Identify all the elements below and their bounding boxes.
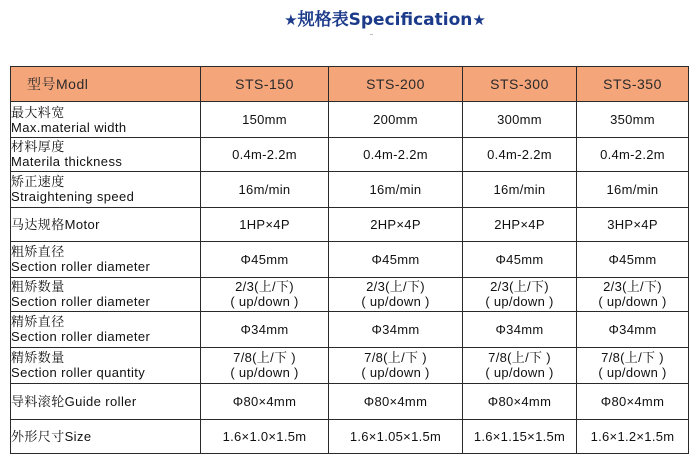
- cell-text: ( up/down ): [361, 294, 430, 310]
- row-label: [11, 347, 201, 383]
- cell-text: 1.6×1.15×1.5m: [473, 429, 566, 445]
- table-cell: [463, 311, 577, 347]
- cell-text: 0.4m-2.2m: [487, 146, 552, 162]
- cell-text: 0.4m-2.2m: [600, 146, 665, 162]
- cell-text: ( up/down ): [230, 365, 299, 381]
- table-cell: [329, 347, 463, 383]
- cell-text: 2HP×4P: [370, 216, 421, 232]
- row-label: [11, 311, 201, 347]
- row-label-primary: 粗矫直径: [11, 244, 65, 260]
- table-cell: [463, 171, 577, 207]
- cell-text: ( up/down ): [230, 294, 299, 310]
- table-row: [11, 420, 689, 454]
- cell-text: 7/8(上/下 ): [601, 350, 664, 366]
- table-cell: [577, 241, 689, 277]
- row-label-primary: 粗矫数量: [11, 279, 65, 295]
- row-label: [11, 420, 201, 454]
- cell-text: Φ34mm: [240, 321, 289, 337]
- table-cell: [329, 277, 463, 311]
- cell-text: ( up/down ): [485, 294, 554, 310]
- table-row: [11, 311, 689, 347]
- table-cell: [577, 420, 689, 454]
- row-label-secondary: Straightening speed: [11, 189, 135, 205]
- table-cell: [577, 277, 689, 311]
- header-sts-300: STS-300: [463, 67, 577, 102]
- table-cell: [329, 311, 463, 347]
- cell-text: 0.4m-2.2m: [232, 146, 297, 162]
- cell-text: Φ34mm: [608, 321, 657, 337]
- header-model: 型号Modl: [11, 67, 201, 102]
- table-cell: [201, 208, 329, 242]
- row-label-primary: 外形尺寸Size: [11, 429, 92, 445]
- table-cell: [329, 383, 463, 419]
- cell-text: 2/3(上/下): [366, 279, 425, 295]
- table-cell: [201, 347, 329, 383]
- table-cell: [463, 138, 577, 172]
- table-cell: [329, 171, 463, 207]
- cell-text: 1.6×1.05×1.5m: [349, 429, 442, 445]
- cell-text: 16m/min: [238, 181, 291, 197]
- cell-text: 300mm: [497, 112, 542, 127]
- cell-text: Φ45mm: [240, 251, 289, 267]
- cell-text: Φ80×4mm: [600, 394, 665, 409]
- table-cell: [201, 383, 329, 419]
- cell-text: 2/3(上/下): [235, 279, 294, 295]
- table-cell: [201, 277, 329, 311]
- header-sts-150: STS-150: [201, 67, 329, 102]
- table-cell: [463, 383, 577, 419]
- table-cell: [577, 138, 689, 172]
- row-label-primary: 马达规格Motor: [11, 216, 100, 232]
- table-row: [11, 347, 689, 383]
- row-label-primary: 导料滚轮Guide roller: [11, 394, 137, 409]
- table-cell: [577, 101, 689, 137]
- table-cell: [577, 208, 689, 242]
- cell-text: Φ34mm: [495, 321, 544, 337]
- cell-text: 1HP×4P: [239, 216, 290, 232]
- cell-text: ( up/down ): [598, 365, 667, 381]
- row-label: [11, 101, 201, 137]
- star-left-icon: ★: [284, 11, 298, 29]
- row-label-secondary: Section roller diameter: [11, 259, 151, 275]
- cell-text: Φ45mm: [495, 251, 544, 267]
- cell-text: 2/3(上/下): [490, 279, 549, 295]
- cell-text: 16m/min: [606, 181, 659, 197]
- row-label-secondary: Section roller diameter: [11, 329, 151, 345]
- row-label-primary: 精矫数量: [11, 350, 65, 366]
- cell-text: 1.6×1.2×1.5m: [590, 429, 675, 445]
- table-cell: [577, 311, 689, 347]
- table-row: [11, 138, 689, 172]
- cell-text: ( up/down ): [485, 365, 554, 381]
- cell-text: ( up/down ): [598, 294, 667, 310]
- cell-text: 200mm: [373, 112, 418, 127]
- table-cell: [463, 420, 577, 454]
- row-label-secondary: Max.material width: [11, 119, 127, 135]
- cell-text: Φ45mm: [371, 251, 420, 267]
- row-label: [11, 241, 201, 277]
- table-row: [11, 101, 689, 137]
- table-cell: [329, 138, 463, 172]
- cell-text: 7/8(上/下 ): [364, 350, 427, 366]
- table-row: [11, 383, 689, 419]
- row-label-secondary: Section roller diameter: [11, 294, 151, 310]
- row-label: [11, 277, 201, 311]
- page-title-text: 规格表Specification: [297, 10, 473, 30]
- table-cell: [463, 208, 577, 242]
- table-header-row: [11, 67, 689, 102]
- cell-text: 1.6×1.0×1.5m: [222, 429, 307, 445]
- row-label-primary: 材料厚度: [11, 139, 65, 155]
- header-sts-350: STS-350: [577, 67, 689, 102]
- cell-text: 150mm: [242, 112, 287, 127]
- table-row: [11, 171, 689, 207]
- table-cell: [329, 241, 463, 277]
- row-label-primary: 矫正速度: [11, 174, 65, 190]
- row-label: [11, 138, 201, 172]
- row-label-secondary: Section roller quantity: [11, 365, 146, 381]
- table-cell: [329, 101, 463, 137]
- cell-text: 16m/min: [369, 181, 422, 197]
- table-cell: [463, 277, 577, 311]
- table-cell: [463, 347, 577, 383]
- table-cell: [201, 101, 329, 137]
- specification-table: [10, 66, 689, 454]
- cell-text: 350mm: [610, 112, 655, 127]
- row-label: [11, 208, 201, 242]
- table-cell: [577, 171, 689, 207]
- cell-text: Φ80×4mm: [232, 394, 297, 409]
- cell-text: 2HP×4P: [494, 216, 545, 232]
- table-cell: [201, 420, 329, 454]
- header-sts-200: STS-200: [329, 67, 463, 102]
- row-label: [11, 171, 201, 207]
- table-cell: [463, 101, 577, 137]
- cell-text: ( up/down ): [361, 365, 430, 381]
- star-right-icon: ★: [472, 11, 486, 29]
- table-row: [11, 277, 689, 311]
- cell-text: Φ34mm: [371, 321, 420, 337]
- page-title: [0, 5, 698, 30]
- cell-text: 2/3(上/下): [603, 279, 662, 295]
- cell-text: 7/8(上/下 ): [233, 350, 296, 366]
- row-label-primary: 最大料宽: [11, 104, 65, 120]
- table-cell: [329, 208, 463, 242]
- row-label-secondary: Materila thickness: [11, 154, 123, 170]
- cell-text: Φ45mm: [608, 251, 657, 267]
- divider-mark: [370, 34, 373, 35]
- table-row: [11, 241, 689, 277]
- cell-text: Φ80×4mm: [363, 394, 428, 409]
- cell-text: 16m/min: [493, 181, 546, 197]
- table-cell: [201, 138, 329, 172]
- table-row: [11, 208, 689, 242]
- cell-text: Φ80×4mm: [487, 394, 552, 409]
- cell-text: 7/8(上/下 ): [488, 350, 551, 366]
- table-cell: [577, 383, 689, 419]
- row-label-primary: 精矫直径: [11, 314, 65, 330]
- table-cell: [201, 241, 329, 277]
- table-cell: [201, 171, 329, 207]
- table-cell: [463, 241, 577, 277]
- cell-text: 3HP×4P: [607, 216, 658, 232]
- table-cell: [329, 420, 463, 454]
- cell-text: 0.4m-2.2m: [363, 146, 428, 162]
- table-cell: [201, 311, 329, 347]
- table-cell: [577, 347, 689, 383]
- row-label: [11, 383, 201, 419]
